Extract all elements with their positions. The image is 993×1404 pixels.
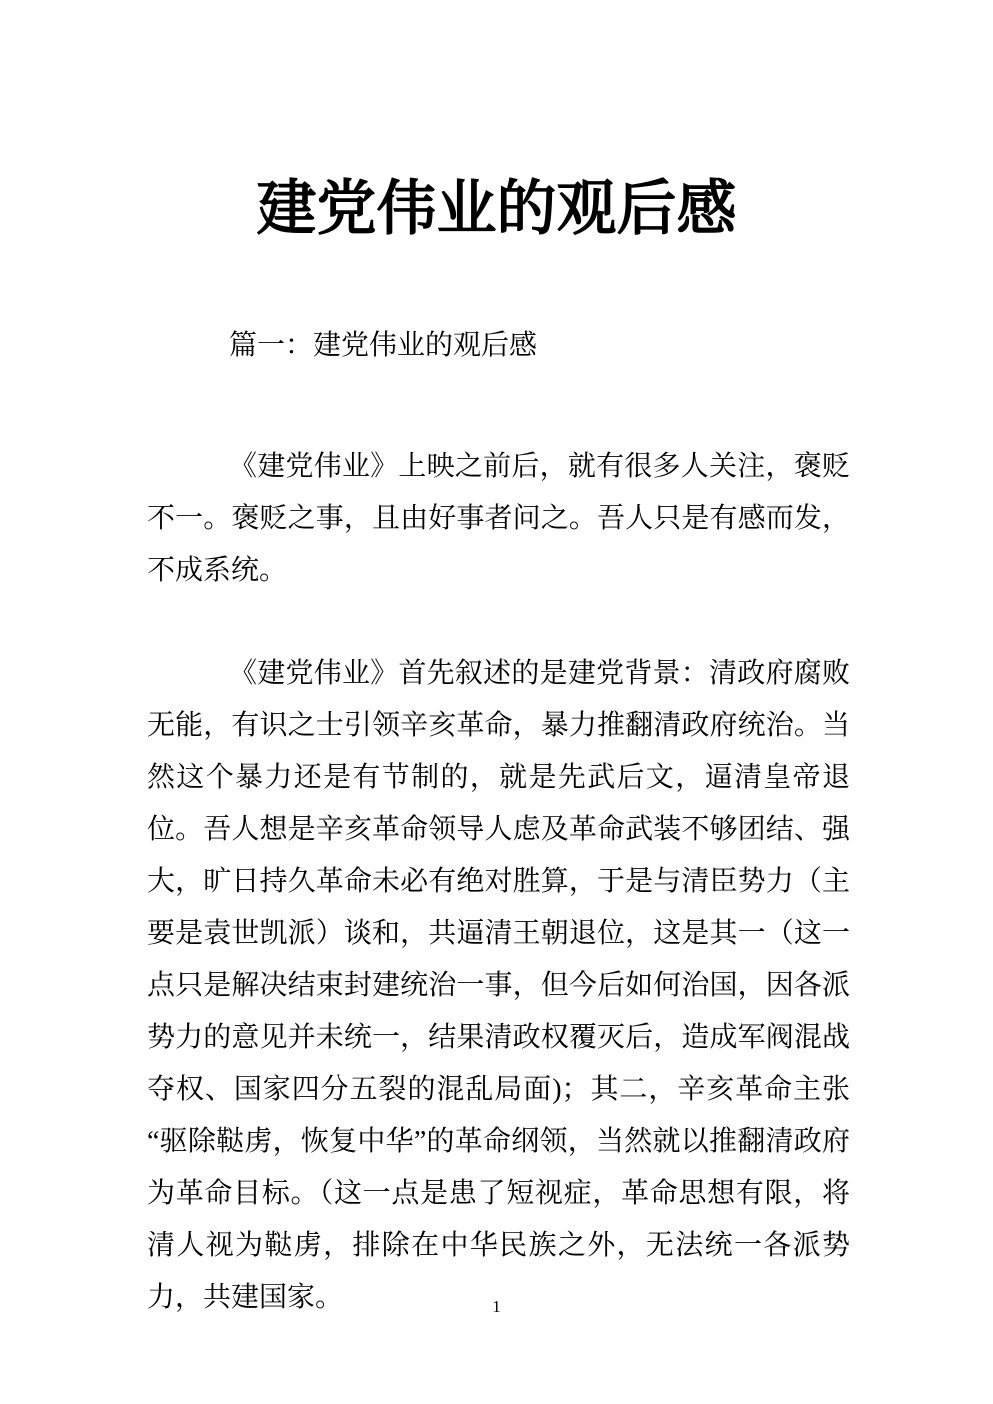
paragraph-1: 《建党伟业》上映之前后，就有很多人关注，褒贬不一。褒贬之事，且由好事者问之。吾人只是有感而发，不成系统。 [147, 451, 850, 586]
section-heading: 篇一：建党伟业的观后感 [229, 330, 538, 361]
document-title: 建党伟业的观后感 [256, 176, 737, 242]
page-number: 1 [492, 1297, 501, 1316]
document-body [147, 320, 850, 1324]
paragraph-2: 《建党伟业》首先叙述的是建党背景：清政府腐败无能，有识之士引领辛亥革命，暴力推翻清政府统治。当然这个暴力还是有节制的，就是先武后文，逼清皇帝退位。吾人想是辛亥革命领导人虑及革命武装不够团结、强大，旷日持久革命未必有绝对胜算，于是与清臣势力（主要是袁世凯派）谈和，共逼清王朝退位，这是其一（这一点只是解决结束封建统治一事，但今后如何治国，因各派势力的意见并未统一，结果清政权覆灭后，造成军阀混战夺权、国家四分五裂的混乱局面)；其二，辛亥革命主张“驱除鞑虏，恢复中华”的革命纲领，当然就以推翻清政府为革命目标。（这一点是患了短视症，革命思想有限，将清人视为鞑虏，排除在中华民族之外，无法统一各派势力，共建国家。 [147, 658, 850, 1313]
